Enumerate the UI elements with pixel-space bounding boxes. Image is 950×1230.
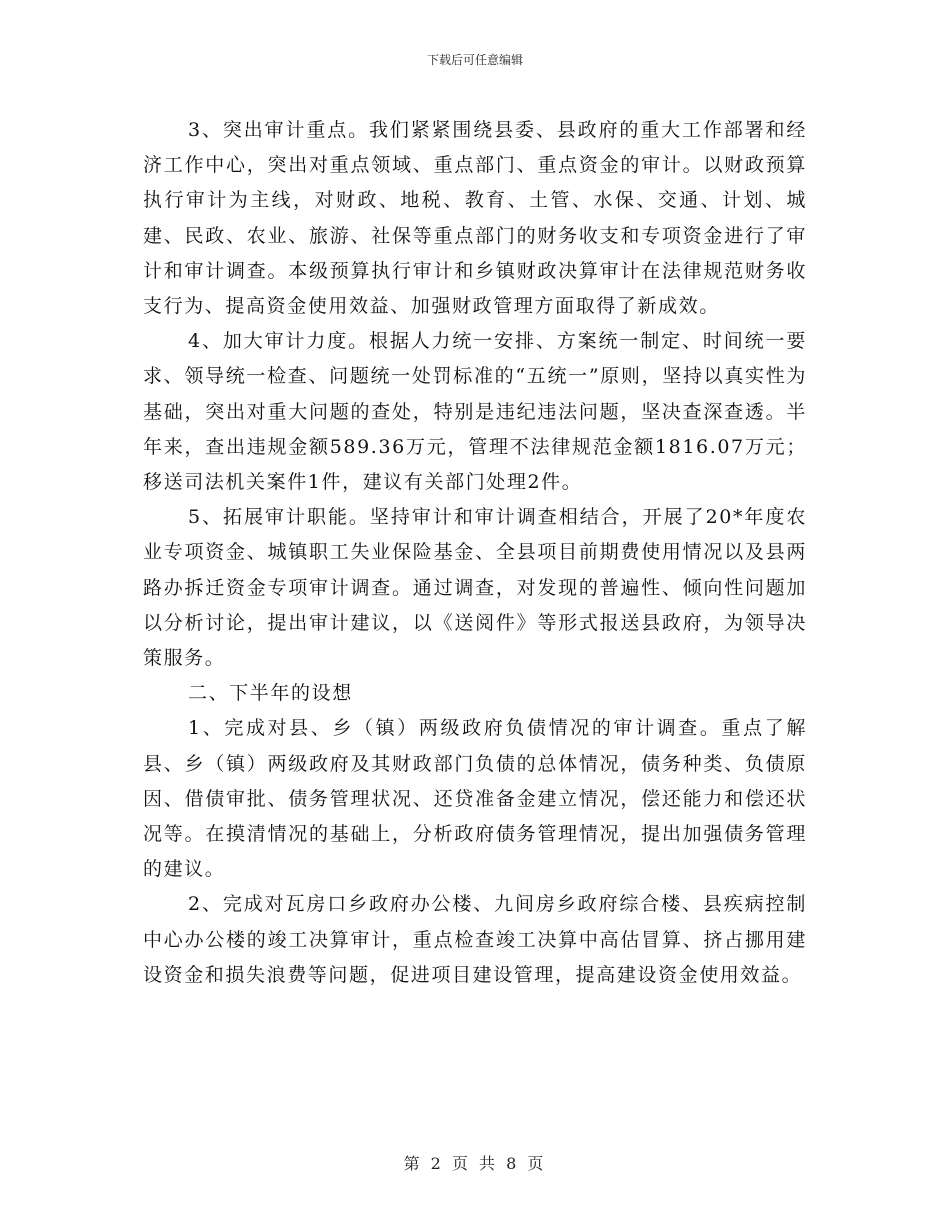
section-heading-second-half-plan: 二、下半年的设想 bbox=[188, 682, 353, 705]
paragraph-audit-functions: 5、拓展审计职能。坚持审计和审计调查相结合，开展了20*年度农业专项资金、城镇职工失业保险基金、全县项目前期费使用情况以及县两路办拆迁资金专项审计调查。通过调查，对发现的普遍性、倾向性问题加以分析讨论，提出审计建议，以《送阅件》等形式报送县政府，为领导决策服务。 bbox=[143, 506, 807, 670]
page-header: 下载后可任意编辑 bbox=[426, 53, 523, 67]
paragraph-debt-audit: 1、完成对县、乡（镇）两级政府负债情况的审计调查。重点了解县、乡（镇）两级政府及其财政部门负债的总体情况，债务种类、负债原因、借债审批、债务管理状况、还贷准备金建立情况，偿还能力和偿还状况等。在摸清情况的基础上，分析政府债务管理情况，提出加强债务管理的建议。 bbox=[143, 717, 807, 881]
page-number-footer: 第 2 页 共 8 页 bbox=[403, 1154, 547, 1173]
paragraph-audit-focus: 3、突出审计重点。我们紧紧围绕县委、县政府的重大工作部署和经济工作中心，突出对重点领域、重点部门、重点资金的审计。以财政预算执行审计为主线，对财政、地税、教育、土管、水保、交通、计划、城建、民政、农业、旅游、社保等重点部门的财务收支和专项资金进行了审计和审计调查。本级预算执行审计和乡镇财政决算审计在法律规范财务收支行为、提高资金使用效益、加强财政管理方面取得了新成效。 bbox=[143, 119, 807, 318]
paragraph-completion-audit: 2、完成对瓦房口乡政府办公楼、九间房乡政府综合楼、县疾病控制中心办公楼的竣工决算审计，重点检查竣工决算中高估冒算、挤占挪用建设资金和损失浪费等问题，促进项目建设管理，提高建设资金使用效益。 bbox=[143, 893, 807, 986]
document-body bbox=[143, 113, 807, 993]
paragraph-audit-intensity: 4、加大审计力度。根据人力统一安排、方案统一制定、时间统一要求、领导统一检查、问题统一处罚标准的“五统一”原则，坚持以真实性为基础，突出对重大问题的查处，特别是违纪违法问题，坚决查深查透。半年来，查出违规金额589.36万元，管理不法律规范金额1816.07万元；移送司法机关案件1件，建议有关部门处理2件。 bbox=[143, 330, 807, 494]
